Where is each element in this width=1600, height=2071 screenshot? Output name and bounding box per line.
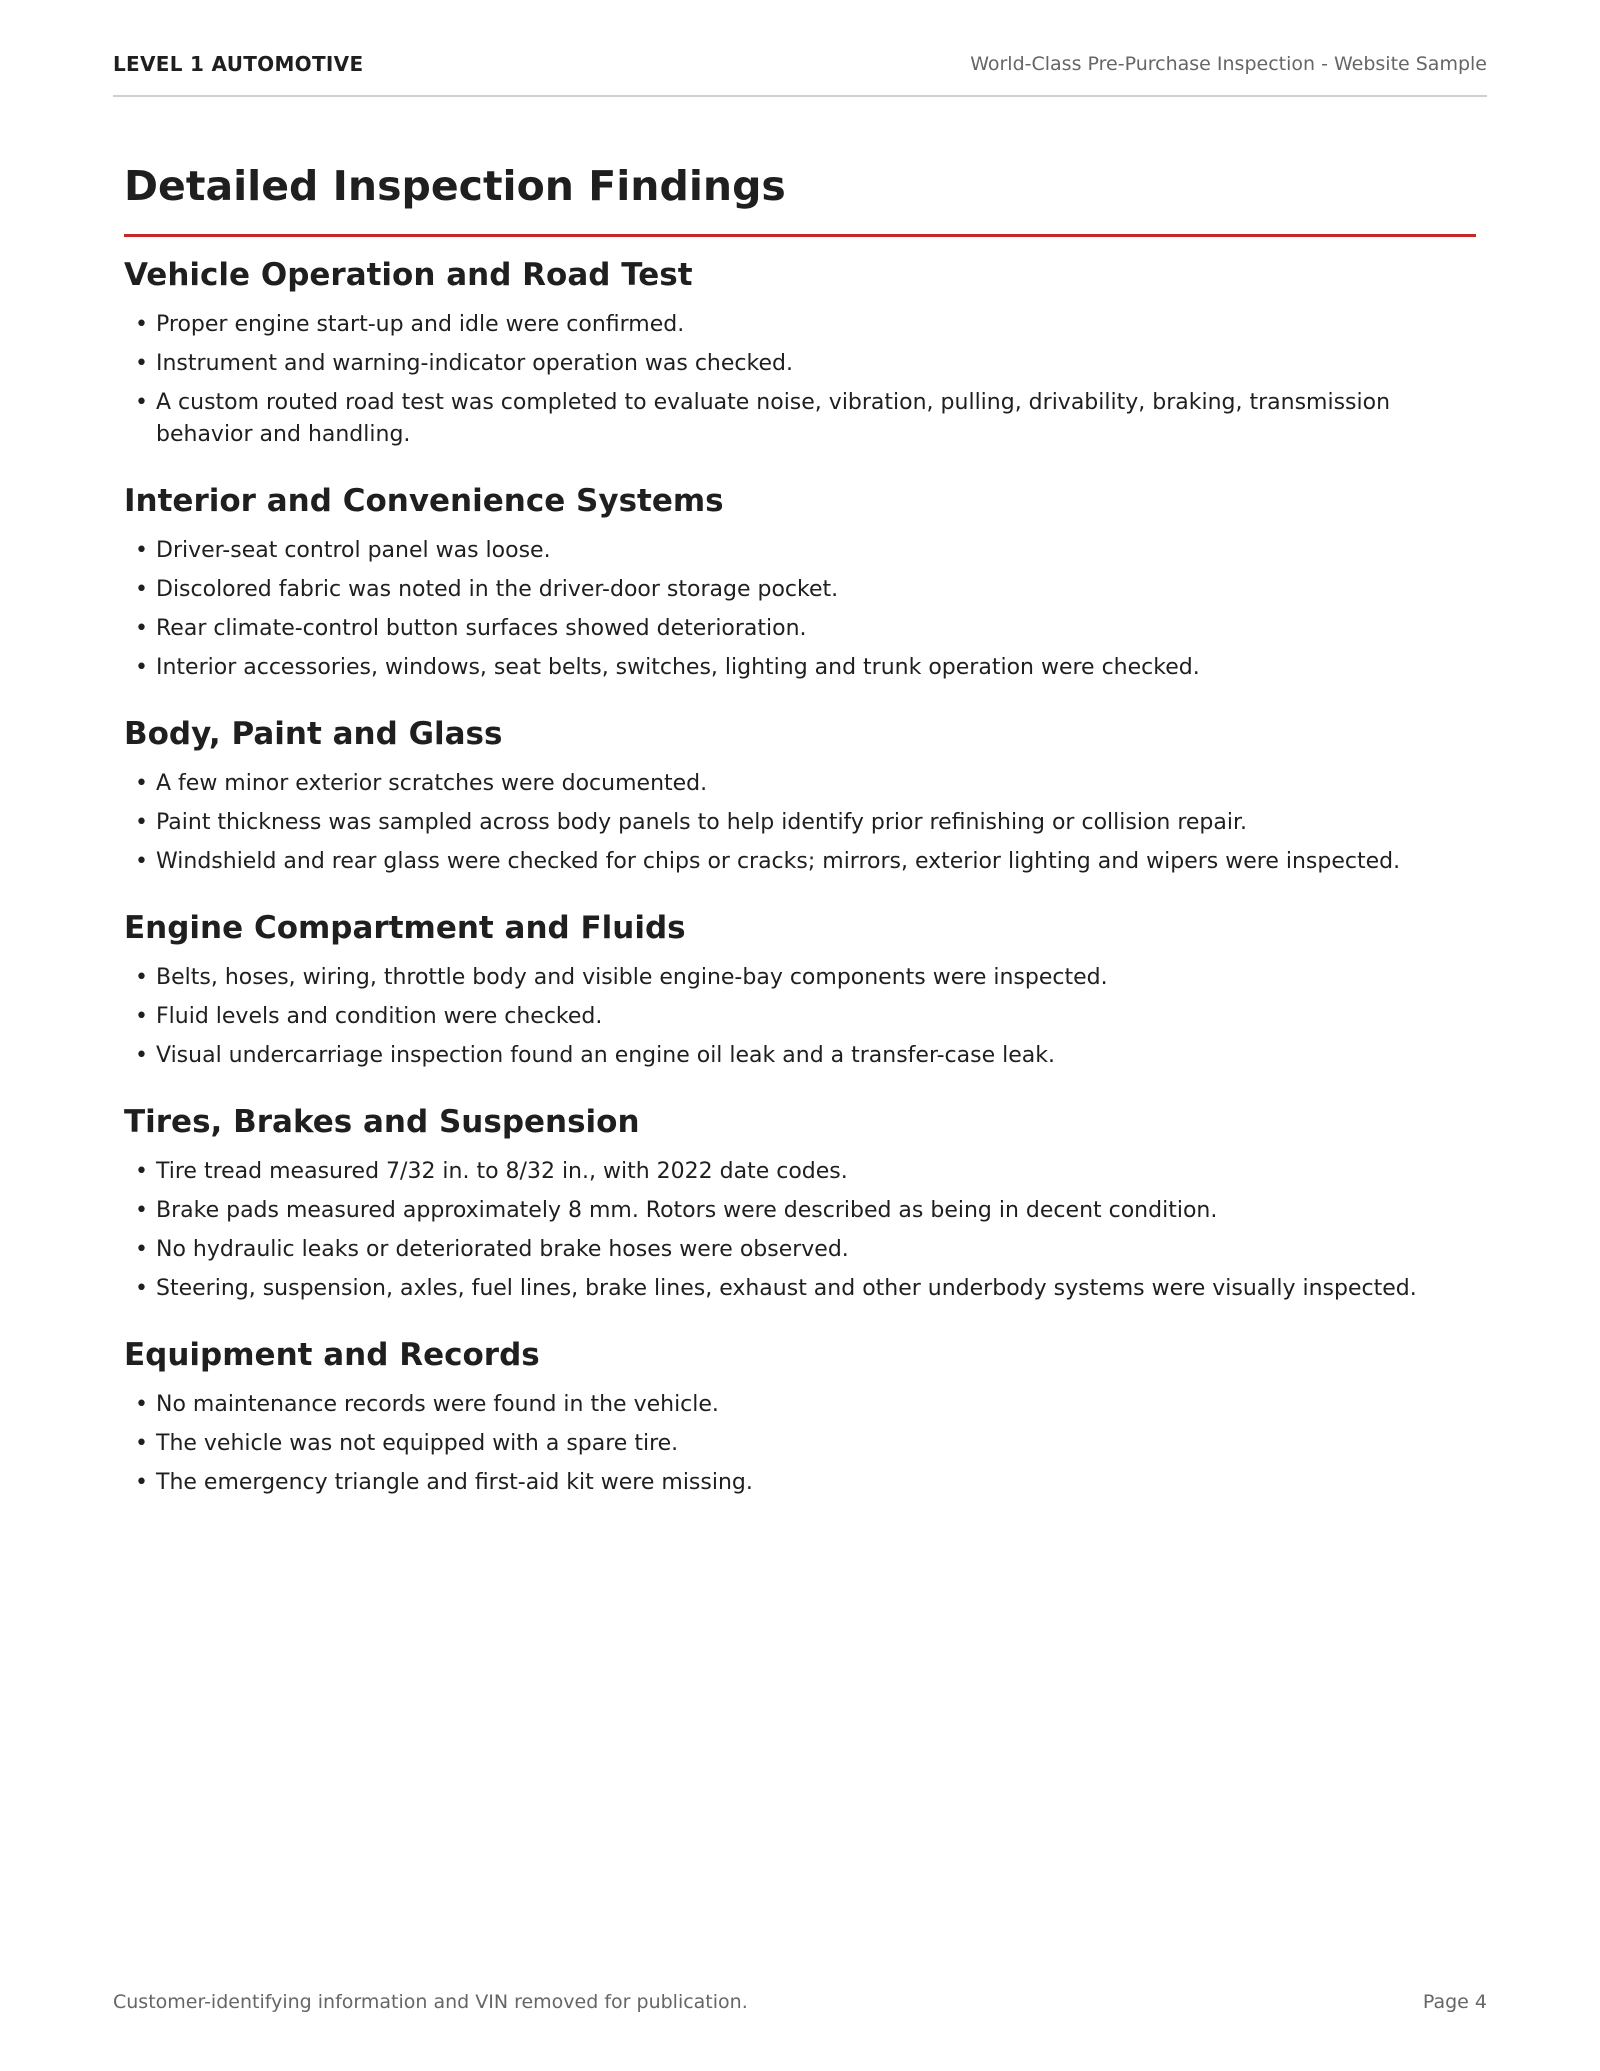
page-footer [113, 1988, 1487, 2016]
section-vehicle-operation [124, 255, 1476, 451]
page-header [113, 50, 1487, 97]
finding-item: • The vehicle was not equipped with a spare tire. [124, 1428, 1476, 1460]
finding-item: • Rear climate-control button surfaces showed deterioration. [124, 613, 1476, 645]
finding-item: • Steering, suspension, axles, fuel lines, brake lines, exhaust and other underbody systems were visually inspected. [124, 1273, 1476, 1305]
section-title: Vehicle Operation and Road Test [124, 257, 693, 293]
finding-item: • The emergency triangle and first-aid kit were missing. [124, 1467, 1476, 1499]
finding-item: • Brake pads measured approximately 8 mm. Rotors were described as being in decent condition. [124, 1195, 1476, 1227]
finding-item: • Fluid levels and condition were checked. [124, 1001, 1476, 1033]
finding-item: • Driver-seat control panel was loose. [124, 535, 1476, 567]
finding-item: • Discolored fabric was noted in the driver-door storage pocket. [124, 574, 1476, 606]
finding-item: • No maintenance records were found in the vehicle. [124, 1389, 1476, 1421]
section-body-paint-glass [124, 714, 1476, 878]
finding-item: • Interior accessories, windows, seat belts, switches, lighting and trunk operation were checked. [124, 652, 1476, 684]
findings-list [124, 309, 1476, 451]
findings-list [124, 1156, 1476, 1305]
section-title: Tires, Brakes and Suspension [124, 1104, 640, 1140]
section-title: Engine Compartment and Fluids [124, 910, 686, 946]
header-subtitle: World-Class Pre-Purchase Inspection - Website Sample [970, 53, 1487, 75]
finding-item: • A custom routed road test was completed to evaluate noise, vibration, pulling, drivability, braking, transmission behavior and handling. [124, 387, 1476, 451]
page-number: Page 4 [1422, 1991, 1487, 2013]
page-title: Detailed Inspection Findings [124, 148, 1476, 237]
section-equipment-records [124, 1335, 1476, 1499]
findings-list [124, 1389, 1476, 1499]
finding-item: • Proper engine start-up and idle were confirmed. [124, 309, 1476, 341]
finding-item: • No hydraulic leaks or deteriorated brake hoses were observed. [124, 1234, 1476, 1266]
findings-list [124, 962, 1476, 1072]
finding-item: • Visual undercarriage inspection found an engine oil leak and a transfer-case leak. [124, 1040, 1476, 1072]
finding-item: • Instrument and warning-indicator operation was checked. [124, 348, 1476, 380]
section-title: Body, Paint and Glass [124, 716, 503, 752]
finding-item: • Belts, hoses, wiring, throttle body and visible engine-bay components were inspected. [124, 962, 1476, 994]
findings-list [124, 535, 1476, 684]
finding-item: • Tire tread measured 7/32 in. to 8/32 in., with 2022 date codes. [124, 1156, 1476, 1188]
brand-name: LEVEL 1 AUTOMOTIVE [113, 52, 364, 76]
findings-list [124, 768, 1476, 878]
section-engine-fluids [124, 908, 1476, 1072]
finding-item: • Paint thickness was sampled across body panels to help identify prior refinishing or collision repair. [124, 807, 1476, 839]
footer-note: Customer-identifying information and VIN removed for publication. [113, 1991, 748, 2013]
main-content [124, 148, 1476, 1506]
section-title: Interior and Convenience Systems [124, 483, 724, 519]
section-interior-systems [124, 481, 1476, 684]
finding-item: • A few minor exterior scratches were documented. [124, 768, 1476, 800]
section-title: Equipment and Records [124, 1337, 540, 1373]
finding-item: • Windshield and rear glass were checked for chips or cracks; mirrors, exterior lighting and wipers were inspected. [124, 846, 1476, 878]
section-tires-brakes-suspension [124, 1102, 1476, 1305]
